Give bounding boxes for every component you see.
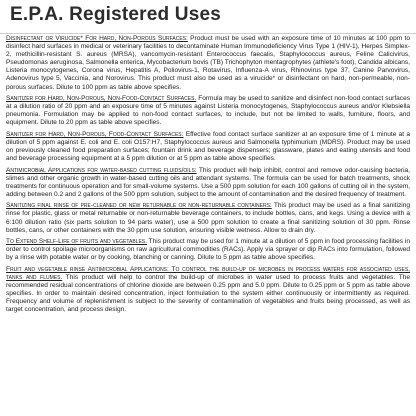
section-food-contact-sanitizer	[6, 131, 410, 163]
section-body: This product may be used as a final sanitizing rinse for plastic, glass or metal returnable or non-returnable beverage containers, to include bottles, cans, and kegs. Using a device with a 6:100 dilution ratio (six parts solution to 94 parts water), use a 500 ppm solution to create a final sanitizing solution of 30 ppm. Rinse bottles, cans, or other containers with the 30 ppm use solution, ensuring visible wetness. Allow to drain dry.	[6, 202, 410, 234]
section-body: This product will help to control the build-up of microbes in water used to process fruits and vegetables. The recommended residual concentrations of chlorine dioxide are between 0.25 ppm and 5.0 ppm. Dilute to 0.25 ppm or 5 ppm as table above specifies. In order to maintain desired concentration, inject formulation to the system either continuously or intermittently as required. Frequency and volume of replenishment is subject to the severity of contamination of vegetables and fruits being processed, as well as target concentration, and process design.	[6, 273, 410, 314]
section-heading: Disinfectant or Virucide* For Hard, Non-Porous Surfaces:	[6, 35, 188, 42]
section-produce-rinse	[6, 266, 410, 315]
header-divider	[0, 33, 416, 34]
section-heading: Antimicrobial Applications for water-based cutting fluids/oils:	[6, 166, 197, 174]
section-cutting-fluids	[6, 167, 410, 199]
section-container-rinse	[6, 202, 410, 234]
page-header	[0, 0, 416, 33]
section-heading: To Extend Shelf-Life of fruits and vegetables.	[6, 238, 147, 246]
uses-list	[6, 35, 410, 416]
section-shelf-life	[6, 238, 410, 262]
section-heading: Sanitizer for Hard, Non-Porous, Non-Food-Contact Surfaces.	[6, 95, 197, 103]
section-body: Effective food contact surface sanitizer at an exposure time of 1 minute at a dilution of 5 ppm against E. coli and E. coli O157:H7, Staphylococcus aureus and Salmonella typhimurium (MDRS). Product may be used on previously cleaned food preparation surfaces; fountain drink and beverage dispensers; glassware, plates and eating utensils and food and beverage processing equipment at a 5 ppm dilution or at 5 ppm as table above specifies.	[6, 130, 410, 163]
section-body: This product will help inhibit, control and remove odor-causing bacteria, slimes and other organic growth in water-based cutting oils and attendant systems. The formula can be used for batch treatments, shock treatments for continuous operation and for small-volume systems. Use a 500 ppm solution for each 100 gallons of cutting oil in the system, adding between 0.2 and 2 gallons of the 500 ppm solution, subject to the amount of contamination and the desired frequency of treatment.	[6, 166, 410, 198]
page-title: E.P.A. Registered Uses	[10, 4, 222, 25]
section-heading: Sanitizer for Hard, Non-Porous, Food-Contact Surfaces:	[6, 130, 184, 138]
section-body: This product may be used for 1 minute at a dilution of 5 ppm in food processing facilities in order to control spoilage microorganisms on raw agricultural commodities (RACs). Apply via sprayer or dip RACs into formulation, followed by a rinse with potable water or by cooking, blanching or canning. Dilute to 5 ppm as table above specifies.	[6, 238, 410, 262]
section-body: Product must be used with an exposure time of 10 minutes at 100 ppm to disinfect hard surfaces in medical or veterinary facilities to decontaminate Human Immunodeficiency Virus Type 1 (HIV-1), Herpes Simplex-2, methicillin-resistant S. aureus (MRSA), vancomycin-resistant Enterococcus faecalis, Staphylococcus aureus, Feline Calicivirus, Pseudomonas aeruginosa, Salmonella enterica, Mycobacterium bovis (TB) Trichophyton mentagrophytes (athlete's foot), Candida albicans, Listeria monocytogenes, Corona virus, Hepatitis A, Poliovirus-1, Rotavirus, Influenza-A virus, Rhinovirus type 37, Canine Parvovirus, Adenovirus type 5, Vaccinia, and Norovirus. This product must also be used as a virucide* or disinfectant on hard, non-permeable, non-porous surfaces. Dilute to 100 ppm as table above specifies.	[6, 35, 410, 91]
section-disinfectant	[6, 35, 410, 92]
section-body: Formula may be used to sanitize and disinfect non-food contact surfaces at a dilution ratio of 20 ppm and an exposure time of 5 minutes against Listeria monocytogenes, Staphylococcus aureus and/or Klebsiella pneumonia. Formulation may be applied to non-food contact surfaces, to include, but not be limited to walls, furniture, floors, and equipment. Dilute to 20 ppm as table above specifies.	[6, 95, 410, 127]
section-heading: Sanitizing final rinse of pre-cleaned or new returnable or non-returnable containers:	[6, 202, 272, 210]
section-non-food-contact-sanitizer	[6, 95, 410, 127]
section-heading: Fruit and vegetable rinse Antimicrobial Applications: To control the build-up of microbes in process waters for associated uses, tanks and flumes.	[6, 265, 410, 281]
